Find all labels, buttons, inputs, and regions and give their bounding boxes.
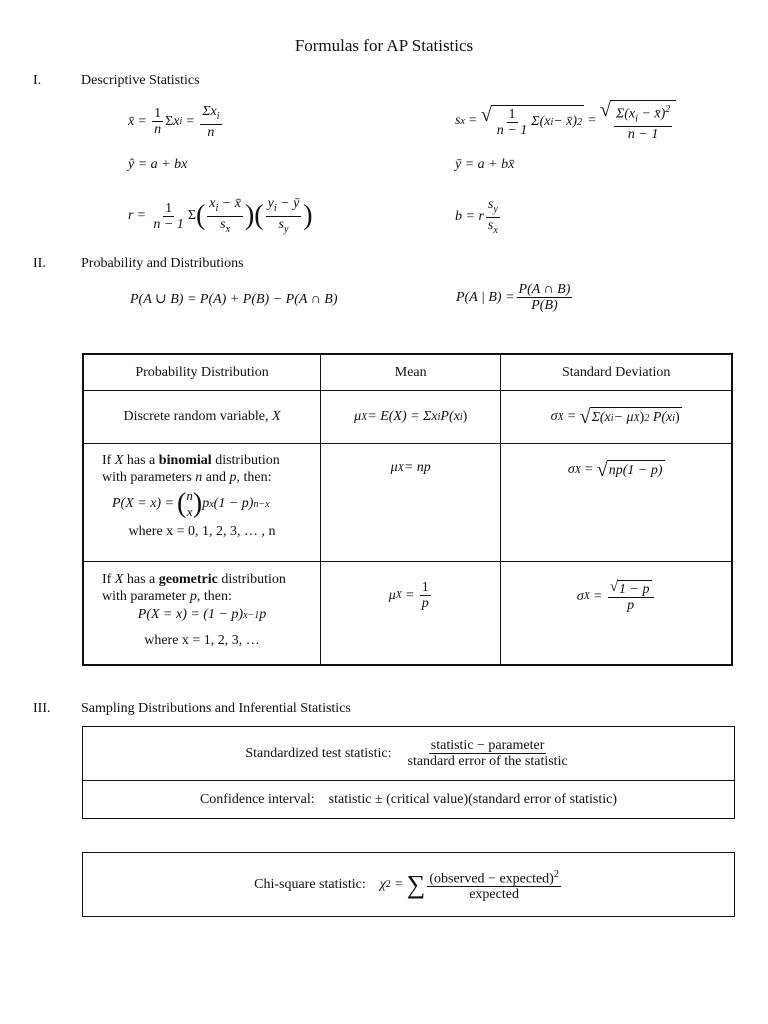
table-header-row <box>83 354 732 391</box>
binomial-sd: σ X = √ np(1 − p) <box>501 444 732 562</box>
table-row-discrete <box>83 391 732 444</box>
page-title: Formulas for AP Statistics <box>294 36 474 55</box>
geometric-mean: μ X = $\frac{1}{p}$ <box>321 562 501 666</box>
confidence-interval-row <box>83 781 734 818</box>
section-number-1: I. <box>33 73 42 88</box>
discrete-mean: μ X = E(X) = Σx i P(x i ) <box>321 391 501 444</box>
header-sd: Standard Deviation <box>501 354 732 391</box>
chi-square-row <box>83 853 734 916</box>
chi-square-label: Chi-square statistic: <box>254 876 366 892</box>
section-title-probability: Probability and Distributions <box>81 256 244 271</box>
union-formula: P(A ∪ B) = P(A) + P(B) − P(A ∩ B) <box>130 292 338 307</box>
slope-formula: b = r $\frac{s_y}{s_x}$ <box>455 197 498 236</box>
table-row-binomial <box>83 444 732 562</box>
correlation-formula: r = $\frac{1}{n - 1}$ Σ ( $\frac{x_i - x̄}{s_x}$ ) ( $\frac{y_i - ȳ}{s_y}$ ) <box>128 196 313 235</box>
header-distribution: Probability Distribution <box>83 354 321 391</box>
geometric-sd: σ X = √ 1 − p p <box>501 562 732 666</box>
conditional-probability-formula: P(A | B) = $\frac{P(A \cap B)}{P(B)}$ <box>456 282 571 313</box>
section-number-3: III. <box>33 701 51 716</box>
discrete-label: Discrete random variable, X <box>83 391 321 444</box>
test-statistic-label: Standardized test statistic: <box>245 745 392 761</box>
distribution-table <box>82 353 733 666</box>
geometric-where: where x = 1, 2, 3, … <box>144 633 260 648</box>
inference-formulas-box <box>82 726 735 819</box>
binomial-mean: μ X = np <box>321 444 501 562</box>
test-statistic-fraction: $\frac{\text{statistic − parameter}}{\text{standard error of the statistic}}$ <box>407 738 568 769</box>
section-number-2: II. <box>33 256 46 271</box>
mean-formula: x̄ = $\frac{1}{n}$ Σ x i = $\frac{\Sigma x_i}{n}$ <box>128 104 220 140</box>
binomial-where: where x = 0, 1, 2, 3, … , n <box>128 524 276 539</box>
table-row-geometric <box>83 562 732 666</box>
geometric-description: If X has a geometric distribution with parameter p, then: P(X = x) = (1 − p) x−1 p where x = 1, 2, 3, … <box>83 562 321 666</box>
binomial-pmf: P(X = x) = ( n x ) p x (1 − p) n−x <box>112 488 270 519</box>
binomial-description: If X has a binomial distribution with parameters n and p, then: P(X = x) = ( n x ) p x (1 − p) n−x where x = 0, 1, 2, 3, … , n <box>83 444 321 562</box>
confidence-interval-formula: statistic ± (critical value)(standard error of statistic) <box>328 791 618 807</box>
test-statistic-row <box>83 727 734 781</box>
section-title-inferential: Sampling Distributions and Inferential Statistics <box>81 701 351 716</box>
confidence-interval-label: Confidence interval: <box>199 791 315 807</box>
section-title-descriptive: Descriptive Statistics <box>81 73 200 88</box>
std-dev-formula: s x = √ $\frac{1}{n - 1}$ Σ(x i − x̄) 2 = √ $\frac{\Sigma(x_i - x̄)^2}{n - 1}$ <box>455 100 676 142</box>
geometric-pmf: P(X = x) = (1 − p) x−1 p <box>137 607 267 622</box>
chi-square-box <box>82 852 735 917</box>
discrete-sd: σ X = √ Σ(x i − μ X ) 2 P(x i ) <box>501 391 732 444</box>
header-mean: Mean <box>321 354 501 391</box>
mean-point-formula: ȳ = a + bx̄ <box>455 157 515 172</box>
chi-square-formula: χ 2 = ∑ $\frac{(observed - expected)^2}{\text{expected}}$ <box>379 868 559 903</box>
regression-line-formula: ŷ = a + bx <box>128 157 188 172</box>
